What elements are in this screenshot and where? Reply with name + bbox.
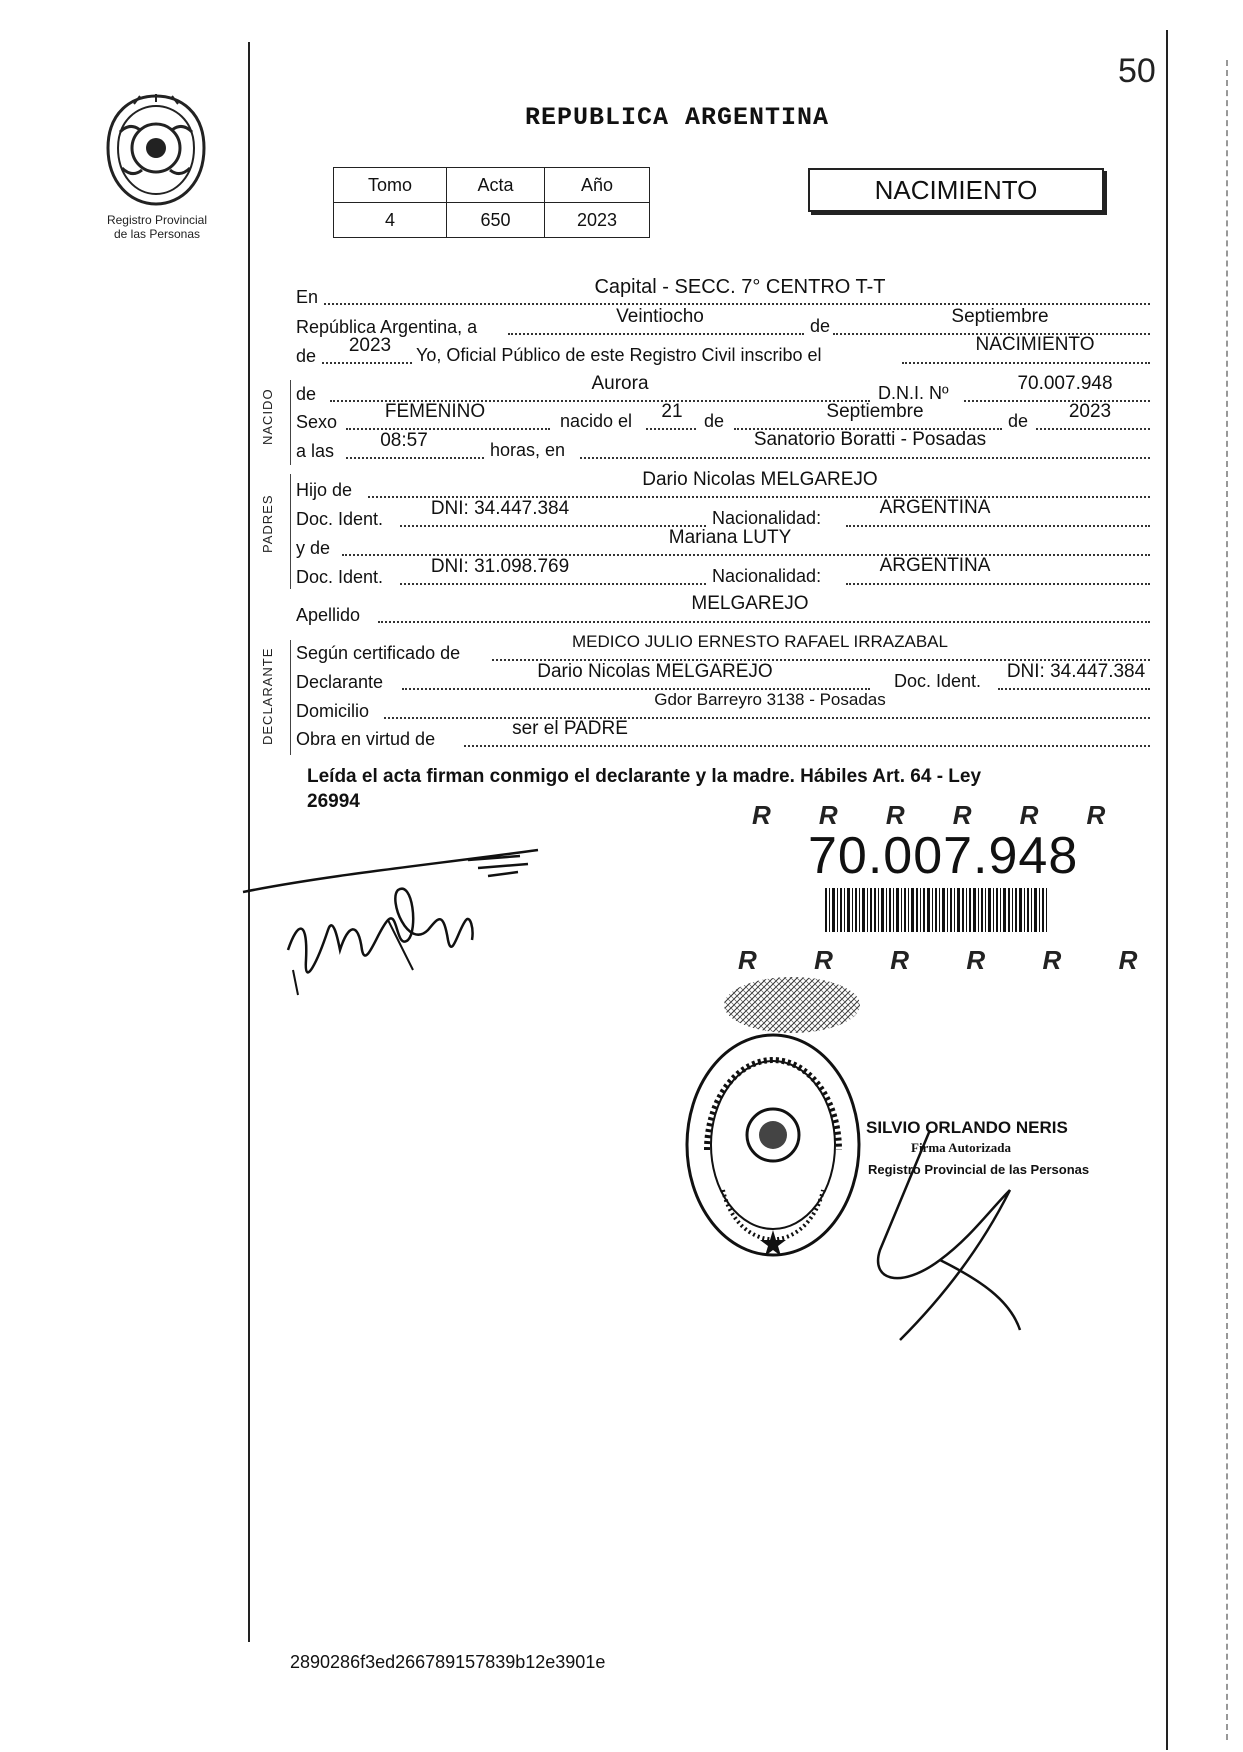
value-madre: Mariana LUTY bbox=[668, 527, 792, 548]
side-label-declarante: DECLARANTE bbox=[260, 647, 275, 745]
dotted-line bbox=[400, 583, 706, 585]
label-republica: República Argentina, a bbox=[296, 317, 478, 337]
dotted-line bbox=[324, 303, 1150, 305]
label-de5: de bbox=[1008, 411, 1029, 431]
page-number: 50 bbox=[1118, 52, 1156, 90]
label-segun: Según certificado de bbox=[296, 643, 461, 663]
value-apellido: MELGAREJO bbox=[691, 593, 809, 614]
label-apellido: Apellido bbox=[296, 605, 361, 625]
label-nac1: Nacionalidad: bbox=[712, 508, 822, 528]
r-mark: R bbox=[752, 800, 773, 830]
value-sexo: FEMENINO bbox=[384, 401, 486, 422]
dotted-line bbox=[1036, 428, 1150, 430]
record-table-header-row bbox=[334, 168, 650, 203]
security-hologram bbox=[722, 975, 862, 1035]
r-mark: R bbox=[1086, 800, 1108, 830]
official-signature bbox=[860, 1110, 1060, 1360]
section-divider bbox=[290, 474, 291, 589]
dotted-line bbox=[846, 525, 1150, 527]
label-de3: de bbox=[296, 384, 317, 404]
logo-caption-line2: de las Personas bbox=[113, 227, 201, 241]
header-tomo: Tomo bbox=[334, 168, 447, 203]
value-nac2: ARGENTINA bbox=[879, 555, 991, 576]
value-nacido-mes: Septiembre bbox=[826, 401, 924, 422]
label-doc1: Doc. Ident. bbox=[296, 509, 384, 529]
security-r-strip-bottom bbox=[738, 945, 1139, 976]
right-edge-mark bbox=[1226, 60, 1228, 1740]
value-nac1: ARGENTINA bbox=[879, 497, 991, 518]
r-mark: R bbox=[1118, 945, 1140, 975]
value-en: Capital - SECC. 7° CENTRO T-T bbox=[594, 276, 886, 298]
provincial-seal-logo bbox=[100, 92, 212, 208]
value-doc1: DNI: 34.447.384 bbox=[430, 498, 570, 519]
label-domicilio: Domicilio bbox=[296, 701, 370, 721]
label-nac2: Nacionalidad: bbox=[712, 566, 822, 586]
label-dni: D.N.I. Nº bbox=[878, 383, 949, 403]
r-mark: R bbox=[738, 945, 759, 975]
value-tomo: 4 bbox=[334, 203, 447, 238]
official-stamp bbox=[683, 1030, 863, 1260]
dotted-line bbox=[902, 362, 1150, 364]
declarant-signature bbox=[238, 820, 568, 1000]
label-de: de bbox=[810, 316, 831, 336]
value-doc3: DNI: 34.447.384 bbox=[1006, 661, 1146, 682]
barcode bbox=[825, 888, 1047, 932]
value-dni: 70.007.948 bbox=[1017, 373, 1113, 394]
value-declarante: Dario Nicolas MELGAREJO bbox=[537, 661, 773, 682]
dotted-line bbox=[998, 688, 1150, 690]
dotted-line bbox=[378, 621, 1150, 623]
section-divider bbox=[290, 640, 291, 755]
signatory-org: Registro Provincial de las Personas bbox=[868, 1162, 1090, 1177]
dotted-line bbox=[580, 457, 1150, 459]
section-divider bbox=[290, 380, 291, 465]
label-obra: Obra en virtud de bbox=[296, 729, 436, 749]
value-domicilio: Gdor Barreyro 3138 - Posadas bbox=[654, 690, 886, 709]
logo-caption-line1: Registro Provincial bbox=[106, 213, 208, 227]
record-table bbox=[333, 167, 650, 238]
side-label-nacido: NACIDO bbox=[260, 388, 275, 445]
value-doc2: DNI: 31.098.769 bbox=[430, 556, 570, 577]
r-mark: R bbox=[885, 800, 907, 830]
logo-caption bbox=[82, 213, 232, 241]
signatory-name: SILVIO ORLANDO NERIS bbox=[866, 1118, 1068, 1137]
r-mark: R bbox=[818, 800, 840, 830]
label-de2: de bbox=[296, 346, 317, 366]
value-nombre: Aurora bbox=[591, 373, 649, 394]
dotted-line bbox=[346, 457, 484, 459]
security-number: 70.007.948 bbox=[808, 827, 1079, 885]
value-mes: Septiembre bbox=[951, 306, 1049, 327]
value-obra: ser el PADRE bbox=[512, 718, 628, 739]
label-sexo: Sexo bbox=[296, 412, 338, 432]
dotted-line bbox=[464, 745, 1150, 747]
r-mark: R bbox=[890, 945, 912, 975]
label-yde: y de bbox=[296, 538, 331, 558]
record-type-box: NACIMIENTO bbox=[808, 168, 1104, 212]
label-horas: horas, en bbox=[490, 440, 566, 460]
dotted-line bbox=[846, 583, 1150, 585]
label-alas: a las bbox=[296, 441, 335, 461]
label-doc3: Doc. Ident. bbox=[894, 671, 982, 691]
r-mark: R bbox=[1042, 945, 1064, 975]
header-anio: Año bbox=[545, 168, 650, 203]
value-hora: 08:57 bbox=[380, 430, 428, 451]
closing-note-line1: Leída el acta firman conmigo el declarante y la madre. Hábiles Art. 64 - Ley bbox=[307, 766, 982, 787]
label-inscribo: Yo, Oficial Público de este Registro Civil inscribo el bbox=[416, 345, 822, 365]
value-anio: 2023 bbox=[545, 203, 650, 238]
label-nacido: nacido el bbox=[560, 411, 633, 431]
document-title: REPUBLICA ARGENTINA bbox=[525, 103, 830, 132]
r-mark: R bbox=[966, 945, 988, 975]
value-inscribo: NACIMIENTO bbox=[975, 334, 1095, 355]
r-mark: R bbox=[952, 800, 974, 830]
document-hash: 2890286f3ed266789157839b12e3901e bbox=[290, 1652, 606, 1672]
label-hijo: Hijo de bbox=[296, 480, 353, 500]
dotted-line bbox=[646, 428, 696, 430]
label-declarante: Declarante bbox=[296, 672, 384, 692]
header-acta: Acta bbox=[447, 168, 545, 203]
label-de4: de bbox=[704, 411, 725, 431]
right-margin-line bbox=[1166, 30, 1168, 1750]
dotted-line bbox=[508, 333, 804, 335]
label-en: En bbox=[296, 287, 319, 307]
value-dia: Veintiocho bbox=[616, 306, 704, 327]
record-table-value-row bbox=[334, 203, 650, 238]
r-mark: R bbox=[1019, 800, 1041, 830]
value-lugar: Sanatorio Boratti - Posadas bbox=[753, 429, 987, 450]
label-doc2: Doc. Ident. bbox=[296, 567, 384, 587]
signatory-role: Firma Autorizada bbox=[911, 1140, 1012, 1155]
r-mark: R bbox=[814, 945, 835, 975]
value-acta: 650 bbox=[447, 203, 545, 238]
dotted-line bbox=[384, 717, 1150, 719]
dotted-line bbox=[322, 362, 412, 364]
value-padre: Dario Nicolas MELGAREJO bbox=[642, 469, 878, 490]
side-label-padres: PADRES bbox=[260, 494, 275, 553]
value-nacido-anio: 2023 bbox=[1068, 401, 1112, 422]
value-segun: MEDICO JULIO ERNESTO RAFAEL IRRAZABAL bbox=[572, 632, 948, 651]
value-nacido-dia: 21 bbox=[661, 401, 683, 422]
closing-note-line2: 26994 bbox=[307, 791, 360, 812]
value-anio: 2023 bbox=[348, 335, 392, 356]
